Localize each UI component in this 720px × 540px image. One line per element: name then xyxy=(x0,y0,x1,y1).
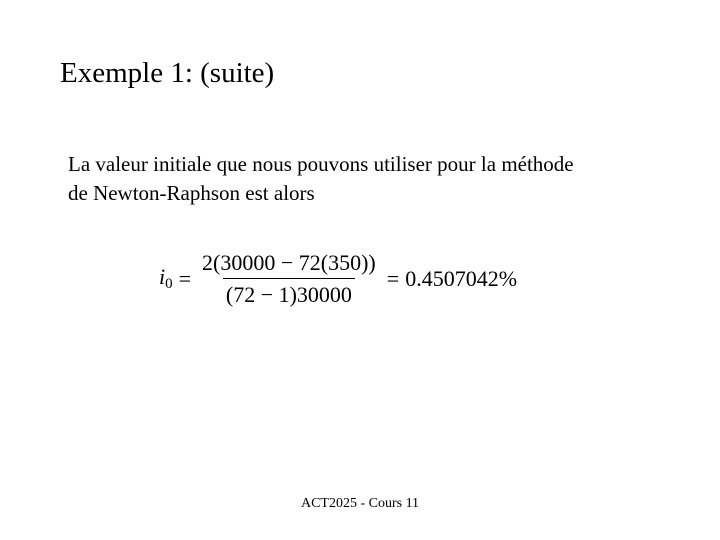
equation-lhs xyxy=(159,264,173,293)
equation-result: 0.4507042% xyxy=(405,265,518,291)
fraction-numerator: 2(30000 − 72(350)) xyxy=(202,250,376,275)
fraction xyxy=(199,249,379,308)
equals-sign: = xyxy=(178,265,192,291)
fraction-denominator: (72 − 1)30000 xyxy=(223,278,355,308)
lhs-symbol: i xyxy=(159,264,166,289)
body-line-1: La valeur initiale que nous pouvons utiliser pour la méthode xyxy=(68,152,574,176)
slide-title: Exemple 1: (suite) xyxy=(60,57,275,89)
slide-footer: ACT2025 - Cours 11 xyxy=(300,496,420,511)
equation xyxy=(159,249,517,308)
equals-sign-2: = xyxy=(386,265,400,291)
body-line-2: de Newton-Raphson est alors xyxy=(68,181,315,205)
body-text xyxy=(68,150,688,208)
lhs-subscript: 0 xyxy=(165,276,173,292)
